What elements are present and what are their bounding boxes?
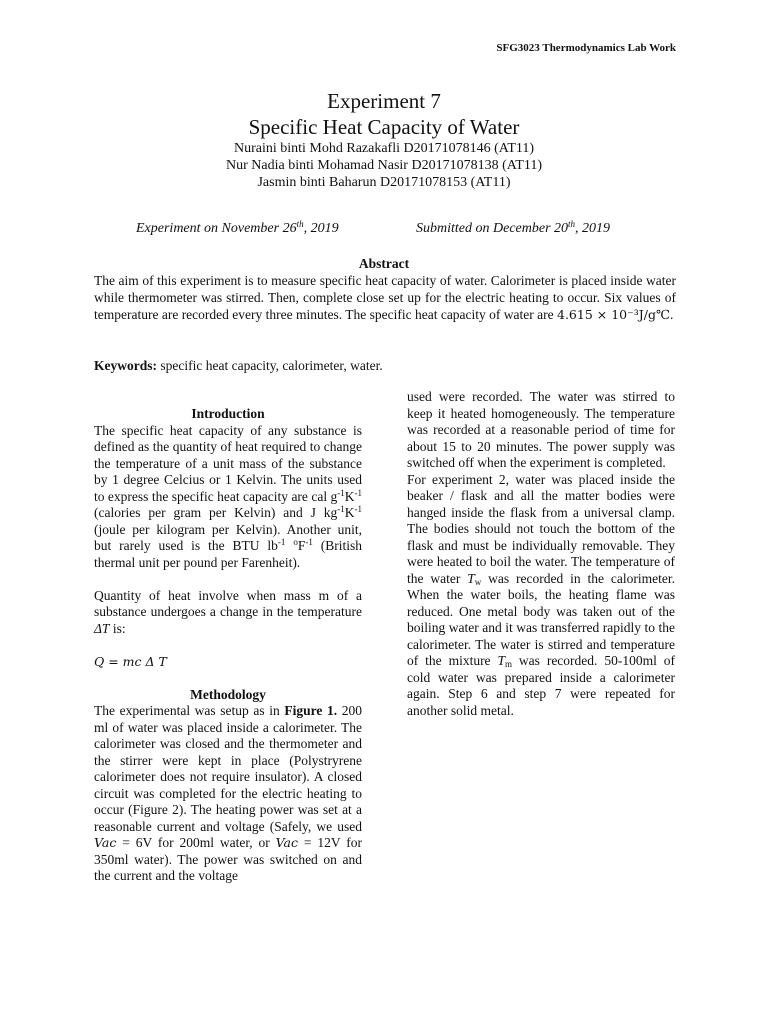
author-1: Nuraini binti Mohd Razakafli D20171078146 (AT11)	[233, 141, 535, 156]
experiment-2-paragraph: For experiment 2, water was placed inside the beaker / flask and all the matter bodies were hanged inside the flask from a universal clamp. The bodies should not touch the bottom of the flask and must be individually removable. They were heated to boil the water. The temperature of the water $T_w$ was recorded in the calorimeter. When the water boils, the heating flame was reduced. One metal body was taken out of the boiling water and it was transferred rapidly to the calorimeter. The water is stirred and temperature of the mixture $T_m$ was recorded. 50-100ml of cold water was prepared inside a calorimeter again. Step 6 and step 7 were repeated for another solid metal.	[407, 471, 675, 718]
keywords-text: specific heat capacity, calorimeter, water.	[157, 358, 383, 373]
running-header: SFG3023 Thermodynamics Lab Work	[496, 42, 676, 54]
methodology-continued: used were recorded. The water was stirred to keep it heated homogeneously. The temperature was recorded at a reasonable period of time for about 15 to 20 minutes. The power supply was switched off when the experiment is completed.	[407, 389, 675, 470]
experiment-number: Experiment 7	[327, 89, 441, 113]
left-column	[94, 406, 362, 885]
submitted-date: Submitted on December 20th, 2019	[416, 219, 611, 236]
right-column	[407, 389, 675, 719]
keywords	[94, 357, 676, 374]
introduction-paragraph-1: The specific heat capacity of any substance is defined as the quantity of heat required to change the temperature of a unit mass of the substance by 1 degree Celcius or 1 Kelvin. The units used to express the specific heat capacity are cal $g^{-1}K^{-1}$ (calories per gram per Kelvin) and J $kg^{-1}K^{-1}$ (joule per kilogram per Kelvin). Another unit, but rarely used is the BTU $lb^{-1}$ $^oF^{-1}$ (British thermal unit per pound per Farenheit).	[94, 422, 362, 570]
heat-equation: Q = mc Δ T	[94, 653, 167, 669]
author-2: Nur Nadia binti Mohamad Nasir D20171078138 (AT11)	[226, 158, 542, 173]
specific-heat-value: 4.615 × 10⁻³J/g℃	[557, 307, 670, 322]
methodology-heading: Methodology	[190, 686, 266, 702]
introduction-paragraph-2: Quantity of heat involve when mass m of a substance undergoes a change in the temperature ΔT is:	[94, 587, 362, 636]
paper-title: Specific Heat Capacity of Water	[248, 115, 520, 139]
keywords-label: Keywords:	[94, 358, 157, 373]
methodology-paragraph: The experimental was setup as in Figure 1. 200 ml of water was placed inside a calorimeter. The calorimeter was closed and the thermometer and the stirrer were kept in place (Polystryrene calorimeter does not require insulator). A closed circuit was completed for the electric heating to occur (Figure 2). The heating power was set at a reasonable current and voltage (Safely, we used Vac = 6V for 200ml water, or Vac = 12V for 350ml water). The power was switched on and the current and the voltage	[94, 703, 363, 883]
introduction-heading: Introduction	[191, 406, 265, 421]
experiment-date: Experiment on November 26th, 2019	[136, 219, 339, 236]
abstract-text: The aim of this experiment is to measure specific heat capacity of water. Calorimeter is placed inside water while thermometer was stirred. Then, complete close set up for the electric heating to occur. Six values of temperature are recorded every three minutes. The specific heat capacity of water are 4.615 × 10⁻³J/g℃.	[94, 273, 676, 322]
abstract-heading: Abstract	[358, 256, 410, 271]
author-3: Jasmin binti Baharun D20171078153 (AT11)	[257, 175, 511, 190]
title-block	[0, 88, 768, 191]
